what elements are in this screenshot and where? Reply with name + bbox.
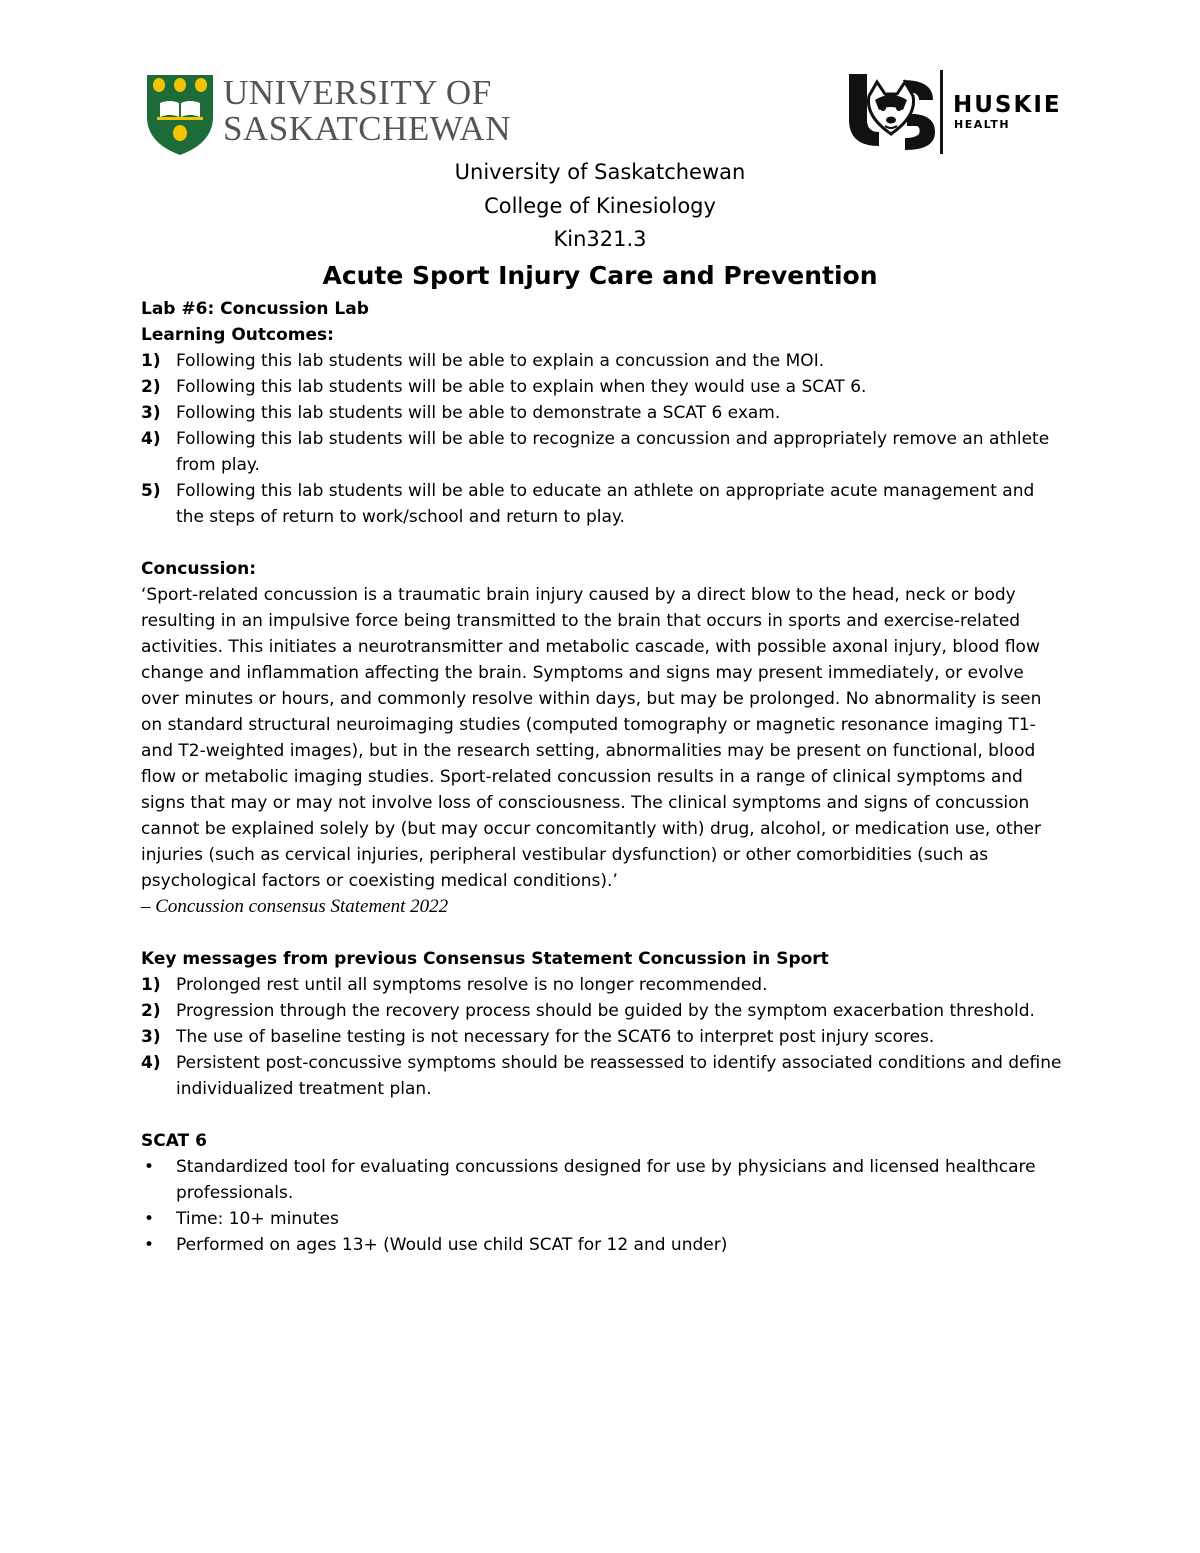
huskie-mascot-icon bbox=[845, 70, 937, 156]
huskie-health-logo bbox=[845, 70, 1075, 156]
usask-logo-line1: UNIVERSITY OF bbox=[223, 73, 492, 112]
list-item: 4) Following this lab students will be able to recognize a concussion and appropriately remove an athlete from play. bbox=[141, 429, 1050, 475]
course-code: Kin321.3 bbox=[553, 227, 647, 251]
document-body bbox=[141, 296, 1066, 1258]
usask-logo-line2: SASKATCHEWAN bbox=[223, 109, 511, 148]
university-name: University of Saskatchewan bbox=[454, 160, 746, 184]
huskie-logo-divider bbox=[940, 70, 943, 154]
list-item: 2) Following this lab students will be able to explain when they would use a SCAT 6. bbox=[141, 377, 867, 397]
list-item: 1) Following this lab students will be able to explain a concussion and the MOI. bbox=[141, 351, 825, 371]
concussion-citation: – Concussion consensus Statement 2022 bbox=[141, 896, 449, 917]
list-item: • Standardized tool for evaluating concussions designed for use by physicians and licensed healthcare professionals. bbox=[141, 1154, 1066, 1206]
list-item: 3) The use of baseline testing is not necessary for the SCAT6 to interpret post injury scores. bbox=[141, 1027, 935, 1047]
bullet-icon: • bbox=[144, 1209, 155, 1229]
huskie-logo-subtitle: HEALTH bbox=[954, 118, 1011, 131]
usask-crest-icon bbox=[145, 73, 215, 157]
scat6-heading: SCAT 6 bbox=[141, 1131, 207, 1151]
key-messages-heading: Key messages from previous Consensus Statement Concussion in Sport bbox=[141, 949, 829, 969]
concussion-heading: Concussion: bbox=[141, 559, 257, 579]
list-item: • Performed on ages 13+ (Would use child SCAT for 12 and under) bbox=[141, 1232, 1066, 1258]
list-item: 3) Following this lab students will be able to demonstrate a SCAT 6 exam. bbox=[141, 403, 781, 423]
bullet-icon: • bbox=[144, 1157, 155, 1177]
lab-title: Lab #6: Concussion Lab bbox=[141, 299, 369, 319]
bullet-icon: • bbox=[144, 1235, 155, 1255]
outcomes-list bbox=[141, 348, 1066, 530]
usask-logo bbox=[145, 73, 525, 159]
list-item: 5) Following this lab students will be able to educate an athlete on appropriate acute management and the steps of return to work/school and return to play. bbox=[141, 481, 1035, 527]
key-messages-list bbox=[141, 972, 1066, 1102]
concussion-definition: ‘Sport-related concussion is a traumatic brain injury caused by a direct blow to the head, neck or body resulting in an impulsive force being transmitted to the brain that occurs in sports and exercise-related activities. This initiates a neurotransmitter and metabolic cascade, with possible axonal injury, blood flow change and inflammation affecting the brain. Symptoms and signs may present immediately, or evolve over minutes or hours, and commonly resolve within days, but may be prolonged. No abnormality is seen on standard structural neuroimaging studies (computed tomography or magnetic resonance imaging T1- and T2-weighted images), but in the research setting, abnormalities may be present on functional, blood flow or metabolic imaging studies. Sport-related concussion results in a range of clinical symptoms and signs that may or may not involve loss of consciousness. The clinical symptoms and signs of concussion cannot be explained solely by (but may occur concomitantly with) drug, alcohol, or medication use, other injuries (such as cervical injuries, peripheral vestibular dysfunction) or other comorbidities (such as psychological factors or coexisting medical conditions).’ bbox=[141, 585, 1042, 891]
college-name: College of Kinesiology bbox=[484, 194, 716, 218]
list-item: 4) Persistent post-concussive symptoms should be reassessed to identify associated conditions and define individualized treatment plan. bbox=[141, 1053, 1062, 1099]
list-item: • Time: 10+ minutes bbox=[141, 1206, 1066, 1232]
course-title: Acute Sport Injury Care and Prevention bbox=[322, 261, 878, 290]
scat6-list bbox=[141, 1154, 1066, 1258]
list-item: 2) Progression through the recovery process should be guided by the symptom exacerbation threshold. bbox=[141, 1001, 1035, 1021]
outcomes-heading: Learning Outcomes: bbox=[141, 325, 334, 345]
list-item: 1) Prolonged rest until all symptoms resolve is no longer recommended. bbox=[141, 975, 768, 995]
huskie-logo-title: HUSKIE bbox=[953, 92, 1062, 118]
